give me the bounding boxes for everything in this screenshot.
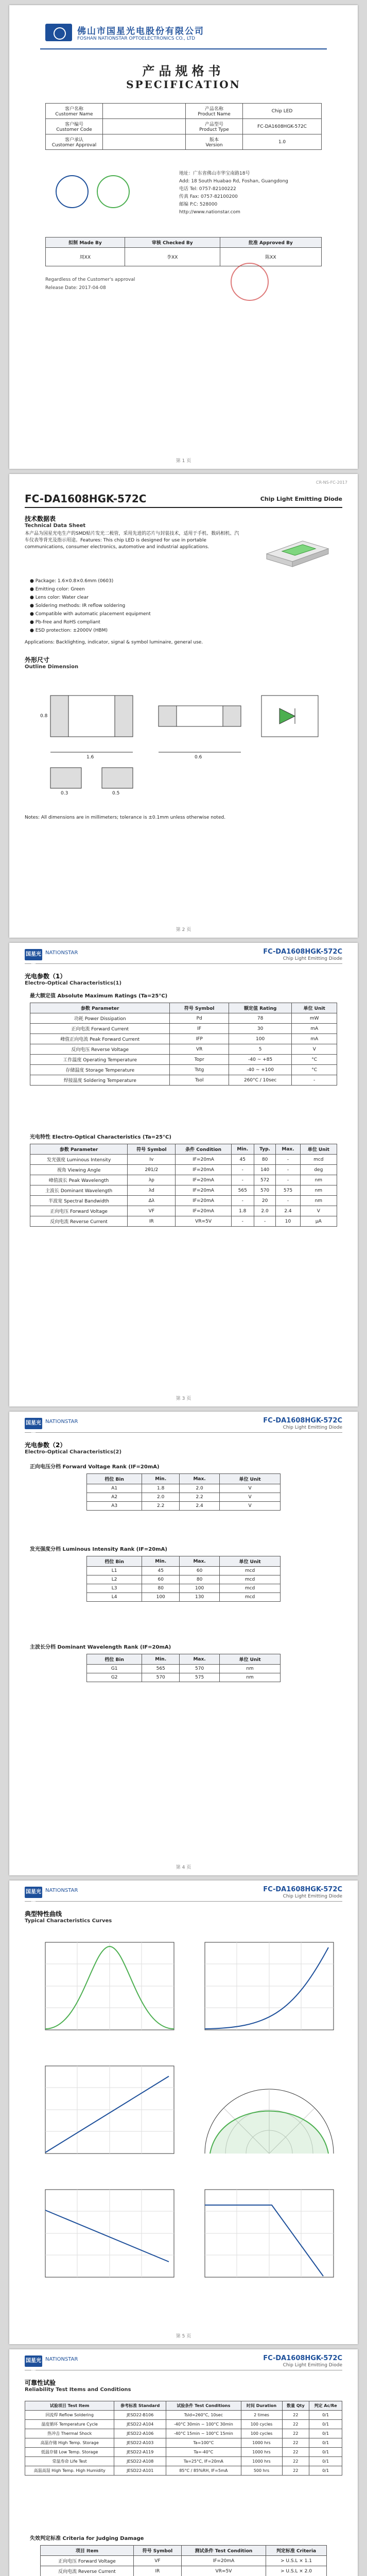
info-value: Chip LED xyxy=(243,104,322,119)
info-value-label-en: Product Name xyxy=(198,112,231,117)
col-header: 参数 Parameter xyxy=(30,1003,170,1013)
section-title: 光电参数（1） Electro-Optical Characteristics(1) xyxy=(25,973,122,986)
doc-tag: CR-NS-FC-2017 xyxy=(316,480,347,485)
cover-title-cn: 产品规格书 xyxy=(142,64,225,78)
features-list xyxy=(30,577,151,635)
table-row: 反向电压 Reverse Voltage VR 5 V xyxy=(30,1044,337,1055)
sign-header-en: Approved By xyxy=(259,241,293,246)
eo-char-table xyxy=(30,1144,337,1227)
address-line: 地址：广东省佛山市华宝南路18号 xyxy=(179,171,250,176)
info-value-label: 产品型号 xyxy=(204,122,223,127)
table-row: 半波宽 Spectral Bandwidth Δλ IF=20mA - 20 - nm xyxy=(30,1196,337,1206)
table-row: 功耗 Power Dissipation Pd 78 mW xyxy=(30,1013,337,1024)
address-line: http://www.nationstar.com xyxy=(179,210,240,215)
curve-spectrum xyxy=(30,1937,179,2045)
curve-iv-temp xyxy=(30,2184,179,2293)
prepared-note: Regardless of the Customer's approval xyxy=(45,277,135,282)
page-footer: 第 3 页 xyxy=(176,1396,191,1401)
sign-value: 陈XX xyxy=(220,248,321,266)
part-desc: Chip Light Emitting Diode xyxy=(260,496,342,502)
company-name-en: FOSHAN NATIONSTAR OPTOELECTRONICS CO., LTD xyxy=(77,36,196,41)
brand-logo: 国星光电 xyxy=(25,1418,42,1429)
brand-logo: 国星光电 xyxy=(25,949,42,960)
led-product-photo xyxy=(256,526,334,572)
sign-value: 周XX xyxy=(46,248,125,266)
table-row: 高温存储 High Temp. Storage JESD22-A103 Ta=100°C 1000 hrs 22 0/1 xyxy=(25,2438,342,2448)
logo-mark-icon xyxy=(54,27,66,40)
dim-label: 0.6 xyxy=(195,755,202,760)
brand-name: NATIONSTAR xyxy=(45,1888,78,1893)
col-header: 参数 Parameter xyxy=(30,1144,128,1155)
dimension-note: Notes: All dimensions are in millimeters; tolerance is ±0.1mm unless otherwise noted. xyxy=(25,815,226,820)
eo-table-title: 光电特性 Electro-Optical Characteristics (Ta=25°C) xyxy=(30,1134,171,1140)
col-header: Max. xyxy=(276,1144,300,1155)
brand-name: NATIONSTAR xyxy=(45,2357,78,2362)
company-name-cn: 佛山市国星光电股份有限公司 xyxy=(77,26,204,37)
iv-table-title: 发光强度分档 Luminous Intensity Rank (IF=20mA) xyxy=(30,1547,167,1552)
abs-table-title: 最大额定值 Absolute Maximum Ratings (Ta=25°C) xyxy=(30,993,168,999)
header-partdesc: Chip Light Emitting Diode xyxy=(283,956,342,961)
dim-label: 0.8 xyxy=(40,714,48,719)
page-5-curves xyxy=(9,1880,358,2344)
sign-header-en: Checked By xyxy=(163,241,193,246)
sign-header-en: Made By xyxy=(79,241,102,246)
info-label: 客户名称 xyxy=(64,107,83,112)
page-footer: 第 1 页 xyxy=(176,459,191,464)
info-label-en: Customer Approval xyxy=(51,143,97,148)
info-value-label: 版本 xyxy=(209,138,219,143)
outline-drawing xyxy=(40,680,328,804)
col-header: Min. xyxy=(231,1144,254,1155)
page-1-cover xyxy=(9,5,358,469)
dim-label: 0.5 xyxy=(112,791,120,796)
col-header: 符号 Symbol xyxy=(170,1003,229,1013)
brand-logo: 国星光电 xyxy=(25,1887,42,1898)
cover-info-row xyxy=(46,134,322,150)
feature-item: ● Lens color: Water clear xyxy=(30,595,89,600)
cover-info-row xyxy=(46,104,322,119)
table-row: 工作温度 Operating Temperature Topr -40 ~ +85 °C xyxy=(30,1055,337,1065)
table-row: L1 45 60 mcd xyxy=(87,1567,281,1575)
table-row: A3 2.2 2.4 V xyxy=(87,1502,281,1511)
info-value: FC-DA1608HGK-572C xyxy=(243,119,322,134)
address-line: 电话 Tel: 0757-82100222 xyxy=(179,187,236,192)
sign-value: 李XX xyxy=(125,248,220,266)
curve-derating xyxy=(189,2184,339,2293)
cover-info-table xyxy=(45,103,322,150)
info-value-label: 产品名称 xyxy=(204,107,223,112)
address-line: Add: 18 South Huabao Rd, Foshan, Guangdong xyxy=(179,179,288,184)
sign-header: 拟制 xyxy=(68,241,78,246)
table-row: A2 2.0 2.2 V xyxy=(87,1493,281,1502)
header-partdesc: Chip Light Emitting Diode xyxy=(283,1894,342,1899)
info-label-en: Customer Name xyxy=(55,112,93,117)
applications-text: Applications: Backlighting, indicator, signal & symbol luminaire, general use. xyxy=(25,640,203,645)
issue-date: Release Date: 2017-04-08 xyxy=(45,285,106,291)
table-row: A1 1.8 2.0 V xyxy=(87,1484,281,1493)
iso-badge-icon xyxy=(56,175,89,208)
cover-info-row xyxy=(46,119,322,134)
header-partdesc: Chip Light Emitting Diode xyxy=(283,1425,342,1430)
header-partno: FC-DA1608HGK-572C xyxy=(263,948,342,956)
table-row: 主波长 Dominant Wavelength λd IF=20mA 565 570 575 nm xyxy=(30,1185,337,1196)
col-header: 单位 Unit xyxy=(300,1144,337,1155)
feature-item: ● ESD protection: ±2000V (HBM) xyxy=(30,628,108,633)
cover-rule xyxy=(40,48,327,49)
vf-table-title: 正向电压分档 Forward Voltage Rank (IF=20mA) xyxy=(30,1464,160,1470)
feature-item: ● Package: 1.6×0.8×0.6mm (0603) xyxy=(30,579,114,584)
brand-logo: 国星光电 xyxy=(25,2355,42,2367)
title-rule xyxy=(25,507,342,508)
section-title: 典型特性曲线 Typical Characteristics Curves xyxy=(25,1910,112,1924)
led-chip-illustration xyxy=(256,526,334,572)
curve-iv-if xyxy=(30,2061,179,2169)
signature-table xyxy=(45,237,322,266)
wd-table-title: 主波长分档 Dominant Wavelength Rank (IF=20mA) xyxy=(30,1645,171,1650)
dim-label: 1.6 xyxy=(86,755,94,760)
table-row: G1 565 570 nm xyxy=(87,1665,281,1673)
header-partno: FC-DA1608HGK-572C xyxy=(263,1886,342,1893)
table-row: 正向电流 Forward Current IF 30 mA xyxy=(30,1024,337,1034)
vf-rank-table: 档位 Bin Min. Max. 单位 Unit A1 1.8 2.0 V A2 2.0 2.2 V A3 2.2 2.4 V xyxy=(86,1473,281,1511)
table-row: 焊接温度 Soldering Temperature Tsol 260°C / 10sec - xyxy=(30,1075,337,1086)
table-row: 峰值波长 Peak Wavelength λp IF=20mA - 572 - nm xyxy=(30,1175,337,1185)
col-header: 条件 Condition xyxy=(176,1144,231,1155)
curve-if-vf xyxy=(189,1937,339,2045)
criteria-title: 失效判定标准 Criteria for Judging Damage xyxy=(30,2536,144,2541)
features-title: 技术数据表 Technical Data Sheet xyxy=(25,515,86,529)
table-row: L2 60 80 mcd xyxy=(87,1575,281,1584)
stamp-mark xyxy=(231,263,269,301)
table-row: 峰值正向电流 Peak Forward Current IFP 100 mA xyxy=(30,1034,337,1044)
table-row: 正向电压 Forward Voltage VF IF=20mA > U.S.L × 1.1 xyxy=(41,2556,327,2566)
col-header: 符号 Symbol xyxy=(128,1144,176,1155)
table-row: 视角 Viewing Angle 2θ1/2 IF=20mA - 140 - deg xyxy=(30,1165,337,1175)
header-partdesc: Chip Light Emitting Diode xyxy=(283,2363,342,2368)
page-3-eo1 xyxy=(9,943,358,1406)
page-footer: 第 5 页 xyxy=(176,2334,191,2339)
table-row: 温度循环 Temperature Cycle JESD22-A104 -40°C 30min ~ 100°C 30min 100 cycles 22 0/1 xyxy=(25,2420,342,2429)
info-label: 客户编号 xyxy=(64,122,83,127)
header-partno: FC-DA1608HGK-572C xyxy=(263,1417,342,1425)
table-row: 常温寿命 Life Test JESD22-A108 Ta=25°C, IF=20mA 1000 hrs 22 0/1 xyxy=(25,2457,342,2466)
reliability-table: 试验项目 Test Item 参考标准 Standard 试验条件 Test Conditions 时间 Duration 数量 Qty 判定 Ac/Re 回流焊 Reflow Soldering JESD22-B106 Tsld=260°C, 10sec 2 times 22 0/1 温度循环 Temperature Cycle JESD22-A104 -40°C 30min ~ 100°C 30min 100 cycles 22 0/1 热冲击 Thermal Shock JESD22-A106 -40°C 15min ~ 100°C 15min 100 cycles 22 0/1 高温存储 High Temp. Storage JESD22-A103 Ta=100°C 1000 hrs 22 0/1 低温存储 Low Temp. Storage JESD22-A119 Ta=-40°C 1000 hrs 22 0/1 常温寿命 Life Test JESD22-A108 Ta=25°C, IF=20mA 1000 hrs 22 0/1 高温高湿 High Temp. High Humidity JESD22-A101 85°C / 85%RH, IF=5mA 500 hrs 22 0/1 xyxy=(25,2401,342,2476)
brand-name: NATIONSTAR xyxy=(45,950,78,956)
section-title: 光电参数（2） Electro-Optical Characteristics(2) xyxy=(25,1442,122,1455)
page-4-eo2 xyxy=(9,1412,358,1875)
info-value-label-en: Version xyxy=(205,143,223,148)
page-header xyxy=(25,2352,342,2375)
iv-rank-table: 档位 Bin Min. Max. 单位 Unit L1 45 60 mcd L2 60 80 mcd L3 80 100 mcd L4 100 130 mcd xyxy=(86,1556,281,1602)
brand-name: NATIONSTAR xyxy=(45,1419,78,1425)
col-header: Typ. xyxy=(254,1144,276,1155)
wd-rank-table: 档位 Bin Min. Max. 单位 Unit G1 565 570 nm G2 570 575 nm xyxy=(86,1654,281,1682)
page-6-reliability xyxy=(9,2349,358,2576)
feature-item: ● Compatible with automatic placement equipment xyxy=(30,612,151,617)
intro-text: 本产品为国星光电生产的SMD贴片发光二极管，采用先进的芯片与封装技术，适用于手机、数码相机、汽车仪表等背光及指示用途。Features: This chip LED is designed for use in portable communications, consumer electronics, automotive and industrial applications. xyxy=(25,531,239,550)
col-header: 单位 Unit xyxy=(292,1003,337,1013)
page-header xyxy=(25,946,342,969)
curve-radiation xyxy=(189,2061,339,2169)
sign-header: 审核 xyxy=(151,241,161,246)
table-row: L4 100 130 mcd xyxy=(87,1593,281,1602)
info-value-label-en: Product Type xyxy=(199,127,229,132)
table-row: 高温高湿 High Temp. High Humidity JESD22-A101 85°C / 85%RH, IF=5mA 500 hrs 22 0/1 xyxy=(25,2466,342,2476)
dim-label: 0.3 xyxy=(61,791,68,796)
table-row: 发光强度 Luminous Intensity Iv IF=20mA 45 80 - mcd xyxy=(30,1155,337,1165)
address-line: 传真 Fax: 0757-82100200 xyxy=(179,194,238,199)
info-label: 客户承认 xyxy=(64,138,83,143)
page-footer: 第 2 页 xyxy=(176,927,191,933)
abs-max-table xyxy=(30,1003,337,1086)
table-row: 回流焊 Reflow Soldering JESD22-B106 Tsld=260°C, 10sec 2 times 22 0/1 xyxy=(25,2411,342,2420)
table-row: 热冲击 Thermal Shock JESD22-A106 -40°C 15min ~ 100°C 15min 100 cycles 22 0/1 xyxy=(25,2429,342,2438)
rohs-badge-icon xyxy=(97,175,130,208)
dimension-title: 外形尺寸 Outline Dimension xyxy=(25,656,79,670)
header-partno: FC-DA1608HGK-572C xyxy=(263,2354,342,2362)
page-header xyxy=(25,1884,342,1906)
page-header xyxy=(25,1415,342,1437)
table-row: 反向电流 Reverse Current IR VR=5V - - 10 μA xyxy=(30,1216,337,1227)
page-2-datasheet xyxy=(9,474,358,938)
company-address xyxy=(179,170,288,216)
company-logo xyxy=(45,24,72,41)
page-footer: 第 4 页 xyxy=(176,1865,191,1870)
feature-item: ● Emitting color: Green xyxy=(30,587,85,592)
info-value: 1.0 xyxy=(243,134,322,150)
feature-item: ● Soldering methods: IR reflow soldering xyxy=(30,603,126,608)
section-title: 可靠性试验 Reliability Test Items and Conditions xyxy=(25,2379,131,2393)
table-row: G2 570 575 nm xyxy=(87,1673,281,1682)
feature-item: ● Pb-free and RoHS compliant xyxy=(30,620,100,625)
criteria-table: 项目 Item 符号 Symbol 测试条件 Test Condition 判定标准 Criteria 正向电压 Forward Voltage VF IF=20mA > U.S.L × 1.1 反向电流 Reverse Current IR VR=5V > U.S.L × 2.0 xyxy=(40,2545,327,2576)
cert-badges xyxy=(56,175,148,216)
info-label-en: Customer Code xyxy=(56,127,92,132)
table-row: 反向电流 Reverse Current IR VR=5V > U.S.L × 2.0 xyxy=(41,2566,327,2576)
table-row: L3 80 100 mcd xyxy=(87,1584,281,1593)
cover-title-en: SPECIFICATION xyxy=(126,78,241,91)
table-row: 低温存储 Low Temp. Storage JESD22-A119 Ta=-40°C 1000 hrs 22 0/1 xyxy=(25,2448,342,2457)
sign-header: 批准 xyxy=(248,241,258,246)
part-number-title: FC-DA1608HGK-572C xyxy=(25,493,147,505)
table-row: 正向电压 Forward Voltage VF IF=20mA 1.8 2.0 2.4 V xyxy=(30,1206,337,1216)
table-row: 存储温度 Storage Temperature Tstg -40 ~ +100 °C xyxy=(30,1065,337,1075)
col-header: 额定值 Rating xyxy=(229,1003,291,1013)
address-line: 邮编 P.C: 528000 xyxy=(179,202,218,207)
